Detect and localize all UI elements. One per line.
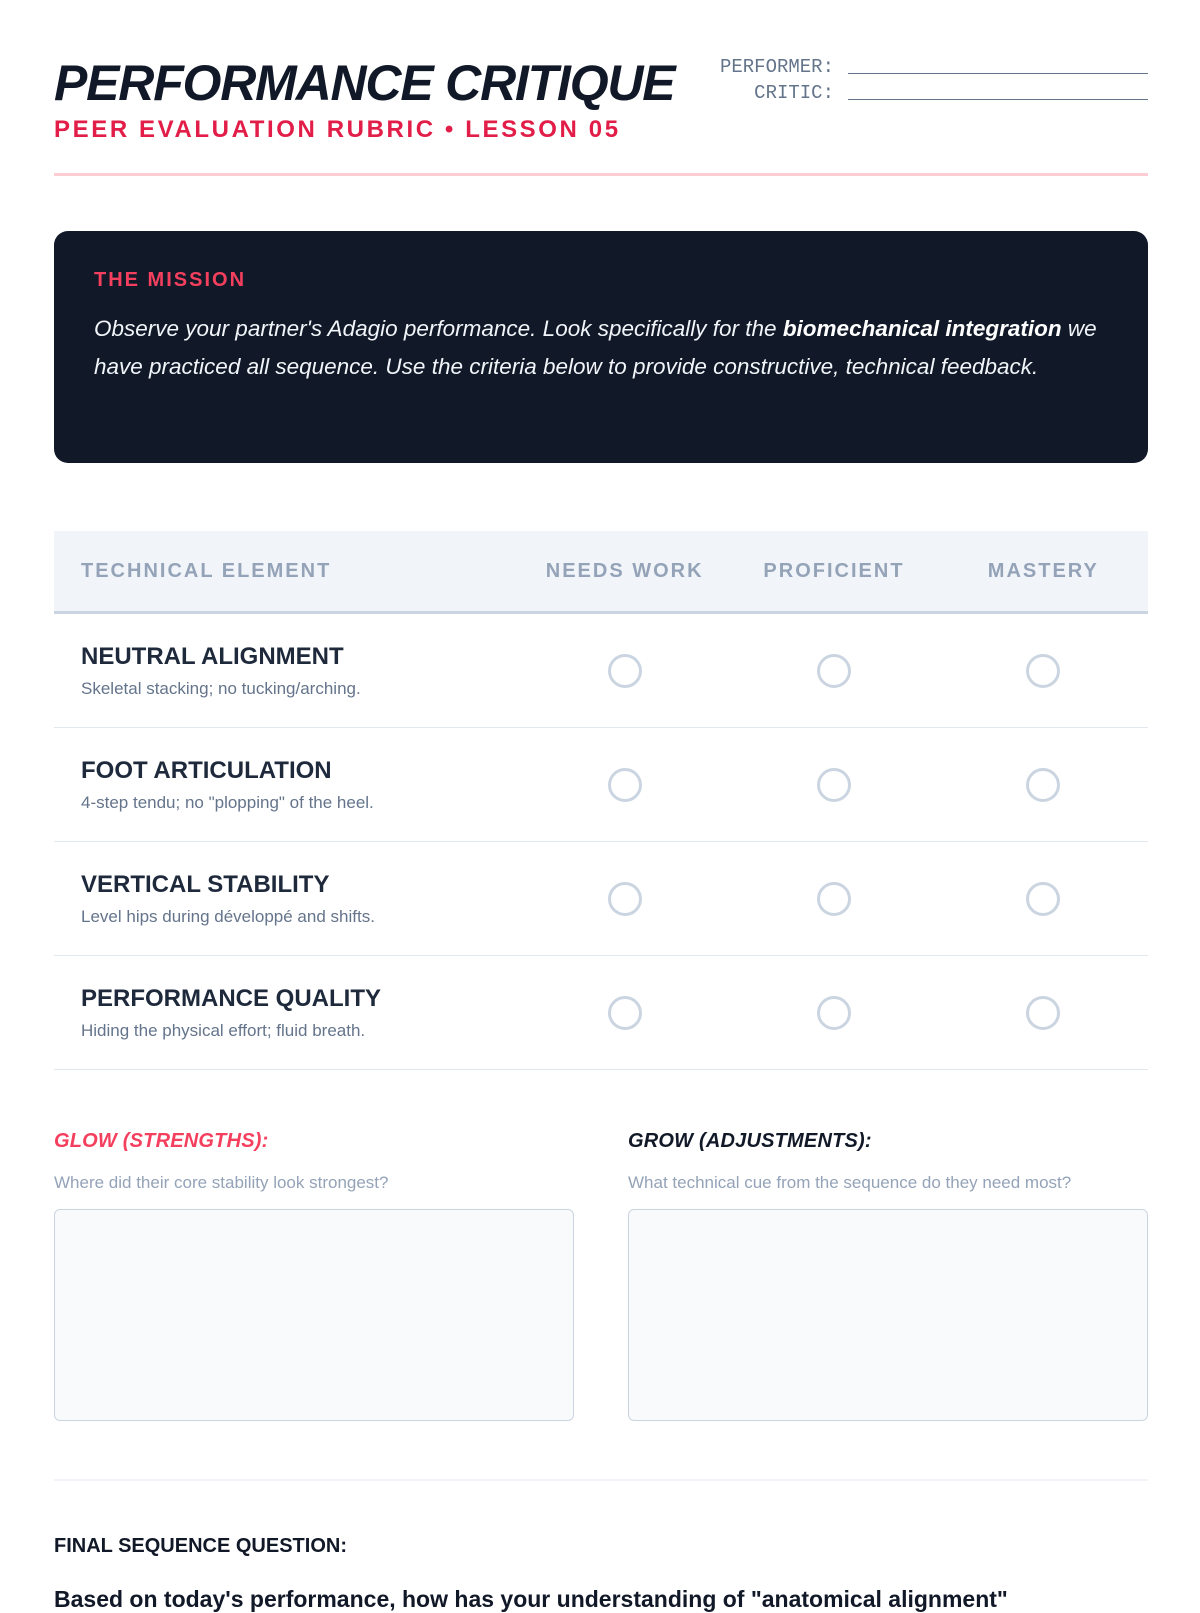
header bbox=[54, 52, 1148, 178]
element-name: FOOT ARTICULATION bbox=[81, 756, 332, 784]
proficient-radio[interactable] bbox=[817, 768, 851, 802]
mission-label: THE MISSION bbox=[94, 269, 247, 291]
mastery-radio[interactable] bbox=[1026, 654, 1060, 688]
table-row bbox=[54, 842, 1148, 956]
glow-textarea[interactable] bbox=[54, 1209, 574, 1421]
mission-card bbox=[54, 231, 1148, 463]
section-divider bbox=[54, 1479, 1148, 1481]
needs-work-radio[interactable] bbox=[608, 996, 642, 1030]
element-cell bbox=[54, 985, 520, 1041]
header-technical-element: TECHNICAL ELEMENT bbox=[81, 559, 332, 582]
performer-field[interactable] bbox=[848, 73, 1148, 74]
page-subtitle: PEER EVALUATION RUBRIC • LESSON 05 bbox=[54, 116, 621, 143]
performer-label: PERFORMER: bbox=[719, 56, 834, 78]
grow-textarea[interactable] bbox=[628, 1209, 1148, 1421]
critic-label: CRITIC: bbox=[754, 82, 834, 104]
rubric-header-row bbox=[54, 531, 1148, 614]
needs-work-radio[interactable] bbox=[608, 654, 642, 688]
mastery-radio[interactable] bbox=[1026, 882, 1060, 916]
grow-column bbox=[628, 1130, 1148, 1426]
mission-text bbox=[94, 310, 1108, 386]
mission-text-part2: we have practiced all sequence. Use the criteria below to provide constructive, technical feedback. bbox=[94, 316, 1097, 379]
glow-prompt: Where did their core stability look strongest? bbox=[54, 1173, 389, 1192]
proficient-cell bbox=[729, 996, 938, 1030]
header-proficient: PROFICIENT bbox=[763, 559, 905, 582]
mastery-cell bbox=[939, 996, 1148, 1030]
header-mastery: MASTERY bbox=[987, 559, 1099, 582]
needs-work-cell bbox=[520, 996, 729, 1030]
table-row bbox=[54, 728, 1148, 842]
header-needs-work: NEEDS WORK bbox=[545, 559, 704, 582]
mastery-cell bbox=[939, 654, 1148, 688]
mastery-cell bbox=[939, 882, 1148, 916]
worksheet-page bbox=[54, 0, 1148, 1612]
needs-work-radio[interactable] bbox=[608, 768, 642, 802]
proficient-cell bbox=[729, 768, 938, 802]
proficient-cell bbox=[729, 654, 938, 688]
name-fields bbox=[708, 52, 1148, 104]
final-question-label: FINAL SEQUENCE QUESTION: bbox=[54, 1535, 347, 1557]
grow-heading: GROW (ADJUSTMENTS): bbox=[628, 1130, 872, 1152]
grow-prompt: What technical cue from the sequence do they need most? bbox=[628, 1173, 1072, 1192]
element-description: Level hips during développé and shifts. bbox=[81, 906, 375, 926]
mastery-radio[interactable] bbox=[1026, 768, 1060, 802]
glow-grow-section bbox=[54, 1130, 1148, 1426]
element-cell bbox=[54, 757, 520, 813]
needs-work-cell bbox=[520, 654, 729, 688]
table-row bbox=[54, 956, 1148, 1070]
element-name: NEUTRAL ALIGNMENT bbox=[81, 642, 344, 670]
element-description: Skeletal stacking; no tucking/arching. bbox=[81, 678, 361, 698]
element-name: PERFORMANCE QUALITY bbox=[81, 984, 381, 1012]
needs-work-cell bbox=[520, 882, 729, 916]
needs-work-cell bbox=[520, 768, 729, 802]
proficient-radio[interactable] bbox=[817, 882, 851, 916]
needs-work-radio[interactable] bbox=[608, 882, 642, 916]
critic-field[interactable] bbox=[848, 99, 1148, 100]
final-question-text: Based on today's performance, how has your understanding of "anatomical alignment" bbox=[54, 1586, 1008, 1612]
critic-row bbox=[708, 78, 1148, 104]
page-title: PERFORMANCE CRITIQUE bbox=[54, 55, 675, 111]
rubric-table bbox=[54, 531, 1148, 1070]
proficient-cell bbox=[729, 882, 938, 916]
element-cell bbox=[54, 643, 520, 699]
element-description: Hiding the physical effort; fluid breath. bbox=[81, 1020, 366, 1040]
element-name: VERTICAL STABILITY bbox=[81, 870, 330, 898]
mastery-cell bbox=[939, 768, 1148, 802]
mastery-radio[interactable] bbox=[1026, 996, 1060, 1030]
element-description: 4-step tendu; no "plopping" of the heel. bbox=[81, 792, 374, 812]
mission-text-part1: Observe your partner's Adagio performance. Look specifically for the bbox=[94, 316, 783, 341]
glow-heading: GLOW (STRENGTHS): bbox=[54, 1130, 269, 1152]
element-cell bbox=[54, 871, 520, 927]
table-row bbox=[54, 614, 1148, 728]
header-divider bbox=[54, 173, 1148, 176]
performer-row bbox=[708, 52, 1148, 78]
proficient-radio[interactable] bbox=[817, 996, 851, 1030]
glow-column bbox=[54, 1130, 574, 1426]
mission-text-bold: biomechanical integration bbox=[782, 316, 1062, 341]
proficient-radio[interactable] bbox=[817, 654, 851, 688]
